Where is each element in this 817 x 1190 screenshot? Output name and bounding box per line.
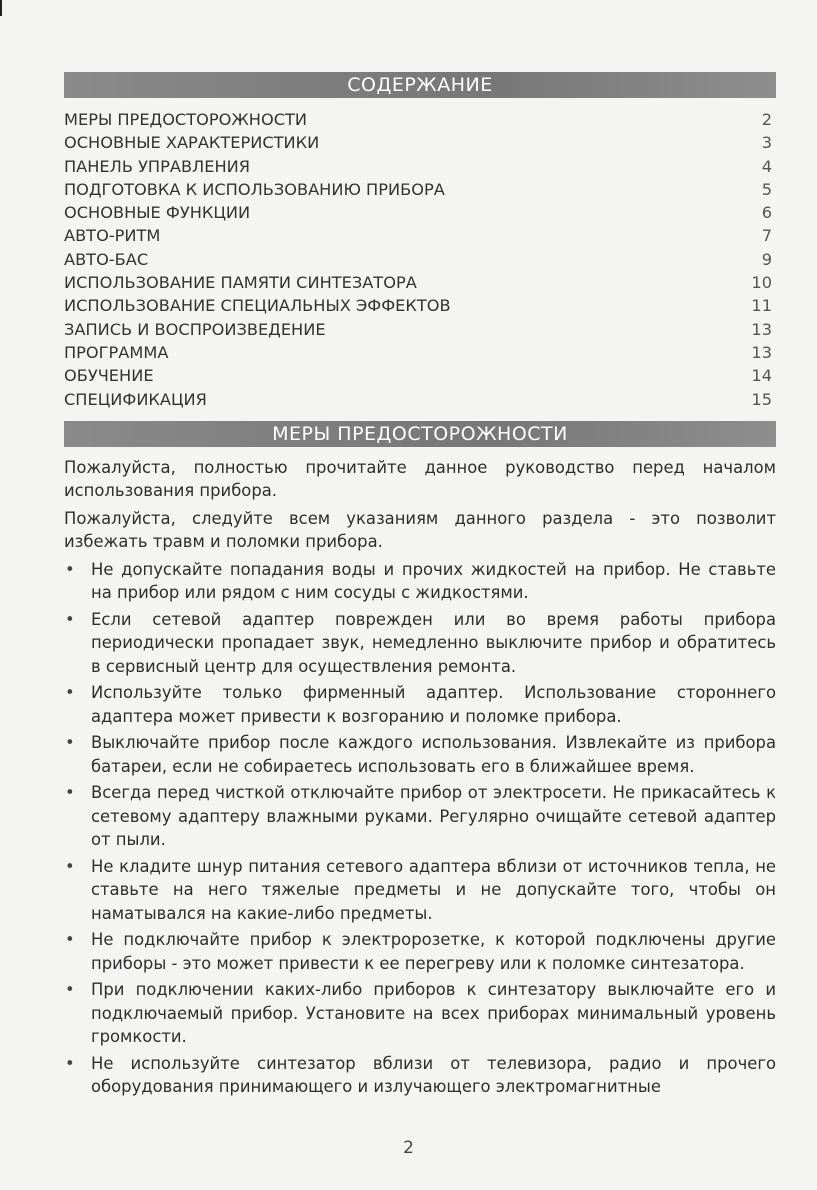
toc-item[interactable] bbox=[64, 178, 776, 201]
precaution-item bbox=[64, 681, 776, 728]
toc-item[interactable] bbox=[64, 108, 776, 131]
bullet-icon: • bbox=[65, 733, 75, 753]
precaution-text: Не используйте синтезатор вблизи от телевизора, радио и прочего оборудования принимающего и излучающего электромагнитные bbox=[91, 1053, 776, 1097]
toc-item[interactable] bbox=[64, 271, 776, 294]
toc-item-page: 3 bbox=[761, 133, 772, 153]
bullet-icon: • bbox=[65, 609, 75, 629]
toc-item[interactable] bbox=[64, 201, 776, 224]
toc-item-page: 13 bbox=[751, 342, 772, 362]
bullet-icon: • bbox=[65, 783, 75, 803]
precaution-text: Не кладите шнур питания сетевого адаптера вблизи от источников тепла, не ставьте на него тяжелые предметы и не допускайте того, чтобы он наматывался на какие-либо предметы. bbox=[91, 856, 776, 923]
precaution-item bbox=[64, 608, 776, 679]
bullet-icon: • bbox=[65, 980, 75, 1000]
toc-item-page: 2 bbox=[761, 110, 772, 129]
bullet-icon: • bbox=[65, 856, 75, 876]
precaution-text: Используйте только фирменный адаптер. Использование стороннего адаптера может привести к возгоранию и поломке прибора. bbox=[91, 683, 776, 726]
page-number: 2 bbox=[403, 1138, 414, 1158]
table-of-contents bbox=[64, 108, 776, 411]
toc-item-label: ПОДГОТОВКА К ИСПОЛЬЗОВАНИЮ ПРИБОРА bbox=[64, 179, 445, 199]
toc-item-page: 15 bbox=[751, 389, 772, 409]
precaution-text: Не подключайте прибор к электророзетке, к которой подключены другие приборы - это может привести к ее перегреву или к поломке синтезатора. bbox=[91, 930, 776, 973]
precaution-item bbox=[64, 781, 776, 852]
toc-item-label: ОСНОВНЫЕ ФУНКЦИИ bbox=[64, 203, 251, 223]
toc-item-page: 14 bbox=[751, 366, 772, 386]
toc-item-page: 5 bbox=[761, 179, 772, 199]
toc-item-label: ОСНОВНЫЕ ХАРАКТЕРИСТИКИ bbox=[64, 133, 320, 153]
intro-paragraph: Пожалуйста, следуйте всем указаниям данного раздела - это позволит избежать травм и поломки прибора. bbox=[64, 508, 776, 552]
bullet-icon: • bbox=[65, 1053, 75, 1073]
toc-item-page: 6 bbox=[761, 203, 772, 223]
precaution-text: Если сетевой адаптер поврежден или во время работы прибора периодически пропадает звук, немедленно выключите прибор и обратитесь в сервисный центр для осуществления ремонта. bbox=[91, 609, 776, 676]
toc-item-page: 13 bbox=[751, 319, 772, 339]
precaution-item bbox=[64, 928, 776, 975]
bullet-icon: • bbox=[65, 559, 75, 579]
precaution-item bbox=[64, 978, 776, 1049]
precaution-text: При подключении каких-либо приборов к синтезатору выключайте его и подключаемый прибор. Установите на всех приборах минимальный уровень громкости. bbox=[91, 980, 776, 1047]
toc-item[interactable] bbox=[64, 364, 776, 387]
toc-item[interactable] bbox=[64, 294, 776, 317]
precaution-item bbox=[64, 558, 776, 605]
precaution-item bbox=[64, 855, 776, 926]
precautions-header: МЕРЫ ПРЕДОСТОРОЖНОСТИ bbox=[64, 421, 776, 447]
toc-item-label: ЗАПИСЬ И ВОСПРОИЗВЕДЕНИЕ bbox=[64, 319, 326, 339]
toc-item[interactable] bbox=[64, 388, 776, 411]
toc-item-page: 11 bbox=[751, 296, 772, 316]
precautions-list bbox=[64, 558, 776, 1099]
intro-paragraph: Пожалуйста, полностью прочитайте данное руководство перед началом использования прибора. bbox=[64, 457, 776, 501]
toc-header: СОДЕРЖАНИЕ bbox=[64, 72, 776, 98]
toc-item[interactable] bbox=[64, 318, 776, 341]
scan-corner-mark bbox=[0, 0, 2, 16]
toc-item[interactable] bbox=[64, 155, 776, 178]
toc-item-page: 10 bbox=[751, 273, 772, 293]
toc-item-label: АВТО-БАС bbox=[64, 249, 149, 269]
precaution-item bbox=[64, 731, 776, 778]
precaution-text: Не допускайте попадания воды и прочих жидкостей на прибор. Не ставьте на прибор или рядом с ним сосуды с жидкостями. bbox=[91, 559, 776, 603]
toc-item[interactable] bbox=[64, 341, 776, 364]
precaution-text: Всегда перед чисткой отключайте прибор от электросети. Не прикасайтесь к сетевому адаптеру влажными руками. Регулярно очищайте сетевой адаптер от пыли. bbox=[91, 783, 776, 850]
toc-item-label: ПАНЕЛЬ УПРАВЛЕНИЯ bbox=[64, 156, 250, 176]
toc-item[interactable] bbox=[64, 224, 776, 247]
toc-item-label: МЕРЫ ПРЕДОСТОРОЖНОСТИ bbox=[64, 110, 308, 129]
toc-item-label: ПРОГРАММА bbox=[64, 342, 169, 362]
bullet-icon: • bbox=[65, 683, 75, 703]
toc-item[interactable] bbox=[64, 131, 776, 154]
toc-item-page: 7 bbox=[761, 226, 772, 246]
toc-item[interactable] bbox=[64, 248, 776, 271]
toc-item-label: ИСПОЛЬЗОВАНИЕ СПЕЦИАЛЬНЫХ ЭФФЕКТОВ bbox=[64, 296, 451, 316]
toc-item-label: СПЕЦИФИКАЦИЯ bbox=[64, 389, 207, 409]
toc-item-page: 4 bbox=[761, 156, 772, 176]
precaution-text: Выключайте прибор после каждого использования. Извлекайте из прибора батареи, если не собираетесь использовать его в ближайшее время. bbox=[91, 733, 776, 776]
precaution-item bbox=[64, 1052, 776, 1099]
toc-item-label: ИСПОЛЬЗОВАНИЕ ПАМЯТИ СИНТЕЗАТОРА bbox=[64, 273, 417, 293]
bullet-icon: • bbox=[65, 930, 75, 950]
manual-page bbox=[64, 72, 776, 1102]
toc-item-label: ОБУЧЕНИЕ bbox=[64, 366, 154, 386]
toc-item-page: 9 bbox=[761, 249, 772, 269]
toc-item-label: АВТО-РИТМ bbox=[64, 226, 161, 246]
